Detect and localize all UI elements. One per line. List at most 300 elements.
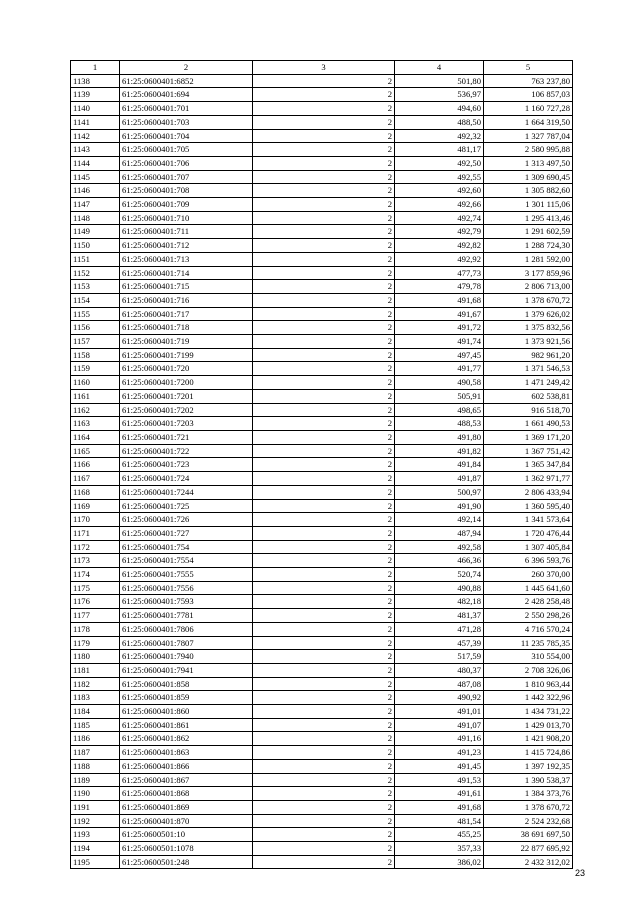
specific-value-cell: 492,14	[395, 513, 484, 527]
cadastral-value-cell: 1 373 921,56	[484, 335, 573, 349]
cadastral-number-cell: 61:25:0600401:705	[120, 143, 253, 157]
group-cell: 2	[253, 485, 395, 499]
group-cell: 2	[253, 335, 395, 349]
specific-value-cell: 490,58	[395, 376, 484, 390]
group-cell: 2	[253, 348, 395, 362]
cadastral-value-cell: 2 428 258,48	[484, 595, 573, 609]
cadastral-number-cell: 61:25:0600401:861	[120, 718, 253, 732]
specific-value-cell: 487,94	[395, 526, 484, 540]
cadastral-value-cell: 38 691 697,50	[484, 828, 573, 842]
row-number-cell: 1151	[71, 252, 120, 266]
cadastral-number-cell: 61:25:0600401:7201	[120, 389, 253, 403]
cadastral-number-cell: 61:25:0600401:867	[120, 773, 253, 787]
specific-value-cell: 500,97	[395, 485, 484, 499]
table-row	[71, 499, 573, 513]
row-number-cell: 1195	[71, 855, 120, 869]
cadastral-number-cell: 61:25:0600401:7244	[120, 485, 253, 499]
cadastral-value-cell: 1 378 670,72	[484, 293, 573, 307]
row-number-cell: 1169	[71, 499, 120, 513]
cadastral-number-cell: 61:25:0600401:754	[120, 540, 253, 554]
cadastral-value-table	[70, 60, 573, 869]
row-number-cell: 1179	[71, 636, 120, 650]
group-cell: 2	[253, 74, 395, 88]
row-number-cell: 1167	[71, 472, 120, 486]
cadastral-value-cell: 763 237,80	[484, 74, 573, 88]
cadastral-number-cell: 61:25:0600401:862	[120, 732, 253, 746]
table-row	[71, 225, 573, 239]
cadastral-value-cell: 260 370,00	[484, 568, 573, 582]
table-row	[71, 444, 573, 458]
row-number-cell: 1190	[71, 787, 120, 801]
table-row	[71, 321, 573, 335]
table-row	[71, 74, 573, 88]
specific-value-cell: 494,60	[395, 102, 484, 116]
row-number-cell: 1145	[71, 170, 120, 184]
cadastral-number-cell: 61:25:0600401:7555	[120, 568, 253, 582]
table-row	[71, 266, 573, 280]
specific-value-cell: 490,88	[395, 581, 484, 595]
specific-value-cell: 491,68	[395, 293, 484, 307]
cadastral-value-cell: 916 518,70	[484, 403, 573, 417]
row-number-cell: 1165	[71, 444, 120, 458]
group-cell: 2	[253, 239, 395, 253]
cadastral-value-cell: 1 379 626,02	[484, 307, 573, 321]
group-cell: 2	[253, 472, 395, 486]
group-cell: 2	[253, 800, 395, 814]
group-cell: 2	[253, 266, 395, 280]
group-cell: 2	[253, 814, 395, 828]
table-row	[71, 677, 573, 691]
page-number: 23	[574, 868, 585, 878]
group-cell: 2	[253, 321, 395, 335]
cadastral-number-cell: 61:25:0600401:714	[120, 266, 253, 280]
cadastral-number-cell: 61:25:0600401:720	[120, 362, 253, 376]
row-number-cell: 1143	[71, 143, 120, 157]
row-number-cell: 1180	[71, 650, 120, 664]
row-number-cell: 1178	[71, 622, 120, 636]
cadastral-number-cell: 61:25:0600401:7941	[120, 663, 253, 677]
group-cell: 2	[253, 622, 395, 636]
table-row	[71, 389, 573, 403]
table-row	[71, 156, 573, 170]
cadastral-number-cell: 61:25:0600401:694	[120, 88, 253, 102]
cadastral-value-cell: 11 235 785,35	[484, 636, 573, 650]
group-cell: 2	[253, 129, 395, 143]
row-number-cell: 1158	[71, 348, 120, 362]
cadastral-number-cell: 61:25:0600401:7203	[120, 417, 253, 431]
table-row	[71, 732, 573, 746]
cadastral-value-cell: 1 378 670,72	[484, 800, 573, 814]
row-number-cell: 1173	[71, 554, 120, 568]
row-number-cell: 1192	[71, 814, 120, 828]
group-cell: 2	[253, 842, 395, 856]
column-header: 1	[71, 61, 120, 75]
table-row	[71, 129, 573, 143]
cadastral-value-cell: 602 538,81	[484, 389, 573, 403]
table-row	[71, 170, 573, 184]
cadastral-number-cell: 61:25:0600401:726	[120, 513, 253, 527]
cadastral-value-cell: 6 396 593,76	[484, 554, 573, 568]
cadastral-number-cell: 61:25:0600401:722	[120, 444, 253, 458]
specific-value-cell: 357,33	[395, 842, 484, 856]
cadastral-number-cell: 61:25:0600401:723	[120, 458, 253, 472]
group-cell: 2	[253, 636, 395, 650]
table-row	[71, 773, 573, 787]
table-row	[71, 335, 573, 349]
column-header: 5	[484, 61, 573, 75]
group-cell: 2	[253, 211, 395, 225]
row-number-cell: 1148	[71, 211, 120, 225]
table-row	[71, 663, 573, 677]
cadastral-value-cell: 1 309 690,45	[484, 170, 573, 184]
specific-value-cell: 492,92	[395, 252, 484, 266]
table-row	[71, 472, 573, 486]
group-cell: 2	[253, 787, 395, 801]
specific-value-cell: 498,65	[395, 403, 484, 417]
cadastral-number-cell: 61:25:0600401:724	[120, 472, 253, 486]
table-row	[71, 362, 573, 376]
cadastral-number-cell: 61:25:0600401:704	[120, 129, 253, 143]
row-number-cell: 1188	[71, 759, 120, 773]
table-row	[71, 143, 573, 157]
specific-value-cell: 471,28	[395, 622, 484, 636]
specific-value-cell: 457,39	[395, 636, 484, 650]
specific-value-cell: 481,17	[395, 143, 484, 157]
cadastral-number-cell: 61:25:0600401:860	[120, 705, 253, 719]
cadastral-value-cell: 4 716 570,24	[484, 622, 573, 636]
specific-value-cell: 491,61	[395, 787, 484, 801]
group-cell: 2	[253, 198, 395, 212]
table-row	[71, 568, 573, 582]
cadastral-number-cell: 61:25:0600401:718	[120, 321, 253, 335]
cadastral-number-cell: 61:25:0600501:248	[120, 855, 253, 869]
row-number-cell: 1160	[71, 376, 120, 390]
row-number-cell: 1139	[71, 88, 120, 102]
row-number-cell: 1162	[71, 403, 120, 417]
group-cell: 2	[253, 293, 395, 307]
specific-value-cell: 481,37	[395, 609, 484, 623]
specific-value-cell: 491,90	[395, 499, 484, 513]
cadastral-number-cell: 61:25:0600401:7554	[120, 554, 253, 568]
specific-value-cell: 488,53	[395, 417, 484, 431]
cadastral-value-cell: 1 810 963,44	[484, 677, 573, 691]
table-row	[71, 622, 573, 636]
table-row	[71, 430, 573, 444]
table-row	[71, 554, 573, 568]
table-row	[71, 526, 573, 540]
specific-value-cell: 491,01	[395, 705, 484, 719]
cadastral-number-cell: 61:25:0600401:725	[120, 499, 253, 513]
cadastral-number-cell: 61:25:0600401:713	[120, 252, 253, 266]
cadastral-value-cell: 1 397 192,35	[484, 759, 573, 773]
specific-value-cell: 491,16	[395, 732, 484, 746]
cadastral-value-cell: 1 445 641,60	[484, 581, 573, 595]
specific-value-cell: 492,79	[395, 225, 484, 239]
specific-value-cell: 491,82	[395, 444, 484, 458]
table-row	[71, 376, 573, 390]
cadastral-value-cell: 1 384 373,76	[484, 787, 573, 801]
group-cell: 2	[253, 88, 395, 102]
cadastral-number-cell: 61:25:0600401:7200	[120, 376, 253, 390]
row-number-cell: 1157	[71, 335, 120, 349]
table-row	[71, 828, 573, 842]
group-cell: 2	[253, 650, 395, 664]
row-number-cell: 1142	[71, 129, 120, 143]
cadastral-number-cell: 61:25:0600401:703	[120, 115, 253, 129]
cadastral-number-cell: 61:25:0600401:709	[120, 198, 253, 212]
row-number-cell: 1144	[71, 156, 120, 170]
cadastral-value-cell: 1 661 490,53	[484, 417, 573, 431]
cadastral-value-cell: 1 313 497,50	[484, 156, 573, 170]
row-number-cell: 1152	[71, 266, 120, 280]
group-cell: 2	[253, 718, 395, 732]
cadastral-number-cell: 61:25:0600401:719	[120, 335, 253, 349]
row-number-cell: 1140	[71, 102, 120, 116]
specific-value-cell: 492,32	[395, 129, 484, 143]
group-cell: 2	[253, 691, 395, 705]
table-row	[71, 280, 573, 294]
table-row	[71, 102, 573, 116]
cadastral-value-cell: 1 442 322,96	[484, 691, 573, 705]
group-cell: 2	[253, 417, 395, 431]
group-cell: 2	[253, 280, 395, 294]
row-number-cell: 1153	[71, 280, 120, 294]
table-row	[71, 855, 573, 869]
table-row	[71, 787, 573, 801]
table-header-row	[71, 61, 573, 75]
group-cell: 2	[253, 705, 395, 719]
group-cell: 2	[253, 609, 395, 623]
specific-value-cell: 492,74	[395, 211, 484, 225]
cadastral-number-cell: 61:25:0600501:1078	[120, 842, 253, 856]
cadastral-number-cell: 61:25:0600401:708	[120, 184, 253, 198]
row-number-cell: 1146	[71, 184, 120, 198]
cadastral-number-cell: 61:25:0600401:711	[120, 225, 253, 239]
cadastral-value-cell: 1 434 731,22	[484, 705, 573, 719]
cadastral-number-cell: 61:25:0600401:712	[120, 239, 253, 253]
cadastral-number-cell: 61:25:0600401:870	[120, 814, 253, 828]
specific-value-cell: 492,66	[395, 198, 484, 212]
group-cell: 2	[253, 170, 395, 184]
row-number-cell: 1141	[71, 115, 120, 129]
cadastral-value-cell: 106 857,03	[484, 88, 573, 102]
cadastral-value-cell: 1 160 727,28	[484, 102, 573, 116]
cadastral-value-cell: 1 429 013,70	[484, 718, 573, 732]
table-row	[71, 115, 573, 129]
specific-value-cell: 491,87	[395, 472, 484, 486]
table-row	[71, 636, 573, 650]
table-row	[71, 691, 573, 705]
group-cell: 2	[253, 663, 395, 677]
specific-value-cell: 505,91	[395, 389, 484, 403]
specific-value-cell: 491,23	[395, 746, 484, 760]
cadastral-number-cell: 61:25:0600501:10	[120, 828, 253, 842]
table-row	[71, 348, 573, 362]
table-row	[71, 800, 573, 814]
column-header: 3	[253, 61, 395, 75]
cadastral-number-cell: 61:25:0600401:7806	[120, 622, 253, 636]
cadastral-number-cell: 61:25:0600401:869	[120, 800, 253, 814]
specific-value-cell: 455,25	[395, 828, 484, 842]
specific-value-cell: 492,60	[395, 184, 484, 198]
group-cell: 2	[253, 444, 395, 458]
specific-value-cell: 517,59	[395, 650, 484, 664]
group-cell: 2	[253, 581, 395, 595]
table-row	[71, 746, 573, 760]
table-row	[71, 718, 573, 732]
specific-value-cell: 491,74	[395, 335, 484, 349]
group-cell: 2	[253, 499, 395, 513]
group-cell: 2	[253, 403, 395, 417]
row-number-cell: 1170	[71, 513, 120, 527]
row-number-cell: 1147	[71, 198, 120, 212]
cadastral-value-cell: 310 554,00	[484, 650, 573, 664]
specific-value-cell: 482,18	[395, 595, 484, 609]
group-cell: 2	[253, 376, 395, 390]
table-row	[71, 705, 573, 719]
cadastral-value-cell: 1 664 319,50	[484, 115, 573, 129]
group-cell: 2	[253, 252, 395, 266]
specific-value-cell: 488,50	[395, 115, 484, 129]
cadastral-value-cell: 1 307 405,84	[484, 540, 573, 554]
specific-value-cell: 497,45	[395, 348, 484, 362]
group-cell: 2	[253, 568, 395, 582]
cadastral-number-cell: 61:25:0600401:7940	[120, 650, 253, 664]
table-row	[71, 252, 573, 266]
table-row	[71, 239, 573, 253]
specific-value-cell: 491,77	[395, 362, 484, 376]
cadastral-number-cell: 61:25:0600401:7556	[120, 581, 253, 595]
cadastral-value-cell: 3 177 859,96	[484, 266, 573, 280]
row-number-cell: 1185	[71, 718, 120, 732]
specific-value-cell: 491,67	[395, 307, 484, 321]
row-number-cell: 1159	[71, 362, 120, 376]
cadastral-number-cell: 61:25:0600401:715	[120, 280, 253, 294]
group-cell: 2	[253, 828, 395, 842]
group-cell: 2	[253, 307, 395, 321]
cadastral-number-cell: 61:25:0600401:868	[120, 787, 253, 801]
cadastral-value-cell: 1 390 538,37	[484, 773, 573, 787]
table-row	[71, 307, 573, 321]
group-cell: 2	[253, 746, 395, 760]
table-row	[71, 814, 573, 828]
cadastral-number-cell: 61:25:0600401:7199	[120, 348, 253, 362]
group-cell: 2	[253, 102, 395, 116]
specific-value-cell: 481,54	[395, 814, 484, 828]
table-row	[71, 458, 573, 472]
table-row	[71, 609, 573, 623]
cadastral-value-cell: 982 961,20	[484, 348, 573, 362]
row-number-cell: 1166	[71, 458, 120, 472]
row-number-cell: 1177	[71, 609, 120, 623]
cadastral-value-cell: 1 281 592,00	[484, 252, 573, 266]
group-cell: 2	[253, 554, 395, 568]
cadastral-number-cell: 61:25:0600401:707	[120, 170, 253, 184]
specific-value-cell: 479,78	[395, 280, 484, 294]
cadastral-number-cell: 61:25:0600401:701	[120, 102, 253, 116]
cadastral-number-cell: 61:25:0600401:863	[120, 746, 253, 760]
group-cell: 2	[253, 430, 395, 444]
table-row	[71, 293, 573, 307]
cadastral-number-cell: 61:25:0600401:7593	[120, 595, 253, 609]
cadastral-value-cell: 2 806 433,94	[484, 485, 573, 499]
specific-value-cell: 491,53	[395, 773, 484, 787]
cadastral-value-cell: 2 708 326,06	[484, 663, 573, 677]
cadastral-value-cell: 1 720 476,44	[484, 526, 573, 540]
cadastral-value-cell: 1 421 908,20	[484, 732, 573, 746]
table-row	[71, 211, 573, 225]
table-row	[71, 540, 573, 554]
cadastral-value-cell: 1 301 115,06	[484, 198, 573, 212]
cadastral-value-cell: 1 360 595,40	[484, 499, 573, 513]
group-cell: 2	[253, 458, 395, 472]
cadastral-value-cell: 1 288 724,30	[484, 239, 573, 253]
group-cell: 2	[253, 732, 395, 746]
cadastral-number-cell: 61:25:0600401:866	[120, 759, 253, 773]
row-number-cell: 1174	[71, 568, 120, 582]
row-number-cell: 1168	[71, 485, 120, 499]
column-header: 2	[120, 61, 253, 75]
group-cell: 2	[253, 143, 395, 157]
cadastral-value-cell: 1 362 971,77	[484, 472, 573, 486]
table-row	[71, 184, 573, 198]
cadastral-value-cell: 2 580 995,88	[484, 143, 573, 157]
cadastral-number-cell: 61:25:0600401:6852	[120, 74, 253, 88]
group-cell: 2	[253, 540, 395, 554]
row-number-cell: 1163	[71, 417, 120, 431]
row-number-cell: 1194	[71, 842, 120, 856]
cadastral-value-cell: 1 371 546,53	[484, 362, 573, 376]
specific-value-cell: 491,72	[395, 321, 484, 335]
row-number-cell: 1182	[71, 677, 120, 691]
group-cell: 2	[253, 389, 395, 403]
cadastral-number-cell: 61:25:0600401:7807	[120, 636, 253, 650]
group-cell: 2	[253, 773, 395, 787]
cadastral-value-cell: 1 365 347,84	[484, 458, 573, 472]
cadastral-number-cell: 61:25:0600401:7202	[120, 403, 253, 417]
row-number-cell: 1181	[71, 663, 120, 677]
group-cell: 2	[253, 225, 395, 239]
row-number-cell: 1191	[71, 800, 120, 814]
cadastral-value-cell: 1 369 171,20	[484, 430, 573, 444]
cadastral-value-cell: 2 550 298,26	[484, 609, 573, 623]
row-number-cell: 1183	[71, 691, 120, 705]
row-number-cell: 1149	[71, 225, 120, 239]
group-cell: 2	[253, 184, 395, 198]
group-cell: 2	[253, 759, 395, 773]
row-number-cell: 1150	[71, 239, 120, 253]
cadastral-value-cell: 2 432 312,02	[484, 855, 573, 869]
table-row	[71, 198, 573, 212]
cadastral-number-cell: 61:25:0600401:710	[120, 211, 253, 225]
cadastral-value-cell: 1 295 413,46	[484, 211, 573, 225]
cadastral-value-cell: 1 305 882,60	[484, 184, 573, 198]
row-number-cell: 1186	[71, 732, 120, 746]
group-cell: 2	[253, 156, 395, 170]
column-header: 4	[395, 61, 484, 75]
cadastral-value-cell: 1 471 249,42	[484, 376, 573, 390]
specific-value-cell: 491,45	[395, 759, 484, 773]
group-cell: 2	[253, 595, 395, 609]
row-number-cell: 1193	[71, 828, 120, 842]
row-number-cell: 1156	[71, 321, 120, 335]
cadastral-value-cell: 1 375 832,56	[484, 321, 573, 335]
specific-value-cell: 491,80	[395, 430, 484, 444]
specific-value-cell: 491,84	[395, 458, 484, 472]
cadastral-value-cell: 2 806 713,00	[484, 280, 573, 294]
cadastral-number-cell: 61:25:0600401:721	[120, 430, 253, 444]
specific-value-cell: 477,73	[395, 266, 484, 280]
